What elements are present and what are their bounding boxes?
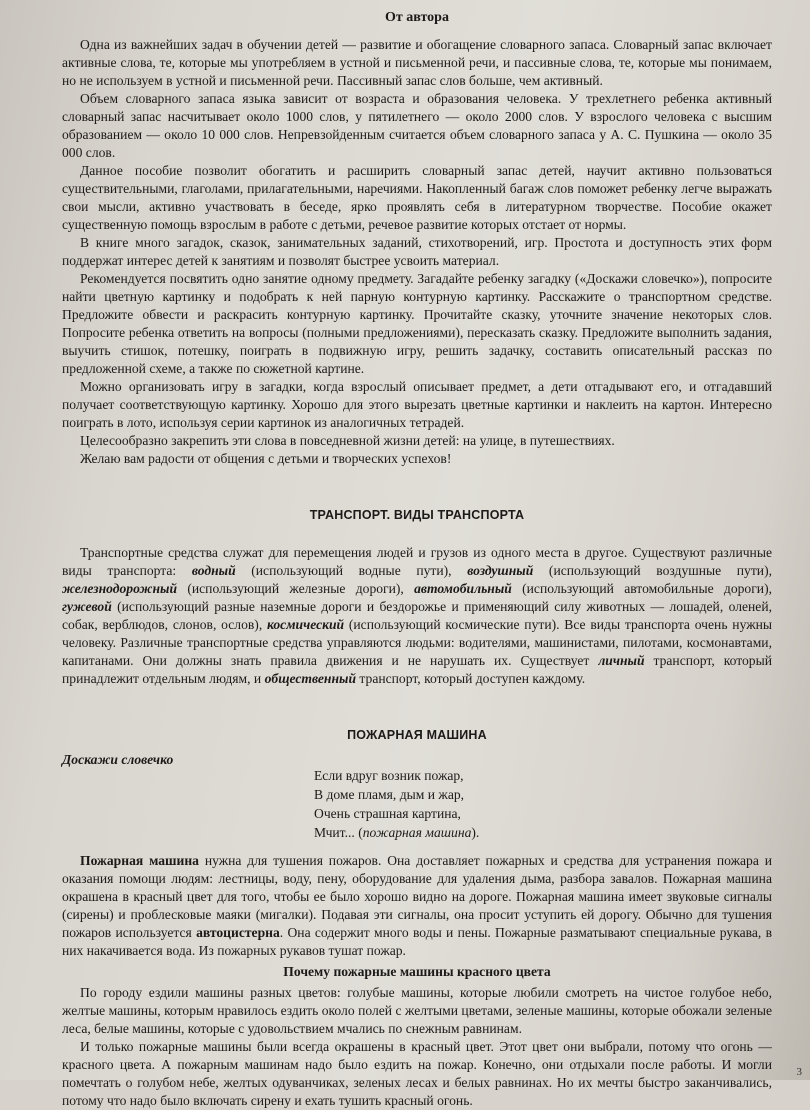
- text: (использующий воздушные пути),: [533, 563, 772, 578]
- story-title: Почему пожарные машины красного цвета: [283, 964, 551, 979]
- story-body: [62, 984, 772, 1110]
- text: (использующий железные дороги),: [177, 581, 415, 596]
- text: (использующий разные наземные дороги и бездорожье и применяющий силу животных — лошадей, оленей, собак, верблюдов, слонов, ослов),: [62, 599, 772, 632]
- text: (использующий космические пути). Все виды транспорта очень нужны человеку. Различные транспортные средства управляются людьми: водителями, машинистами, пилотами, космонавтами, капитанами. Они должны знать правила движения и не нарушать их. Существует: [62, 617, 772, 668]
- text: (использующий водные пути),: [235, 563, 468, 578]
- riddle-poem: [314, 766, 479, 842]
- text: (использующий автомобильные дороги),: [511, 581, 772, 596]
- term-space: космический: [267, 617, 345, 632]
- text: транспорт, который принадлежит отдельным людям, и: [62, 653, 773, 686]
- term-rail: железнодорожный: [62, 581, 178, 596]
- transport-section-title: ТРАНСПОРТ. ВИДЫ ТРАНСПОРТА: [309, 508, 525, 522]
- riddle-block: [62, 752, 772, 842]
- term-horse: гужевой: [62, 599, 112, 614]
- paragraph: Можно организовать игру в загадки, когда взрослый описывает предмет, а дети отгадывают его, и отгадавший получает соответствующую картинку. Хорошо для этого вырезать цветные картинки и наклеить на картон. Интересно поиграть в лото, используя серии картинок из аналогичных тетрадей.: [62, 379, 772, 430]
- transport-section-body: [62, 544, 772, 688]
- poem-line: [314, 823, 479, 842]
- text: нужна для тушения пожаров. Она доставляет пожарных и средства для устранения пожара и оказания помощи людям: лестницы, воду, пену, оборудование для удаления дыма, разбора завалов. Пожарная машина окрашена в красный цвет для того, чтобы ее было хорошо видно на дороге. Пожарная машина имеет звуковые сигналы (сирены) и проблесковые маяки (мигалки). Подавая эти сигналы, она просит уступить ей дорогу. Обычно для тушения пожаров используется: [62, 853, 772, 940]
- poem-line: В доме пламя, дым и жар,: [314, 787, 465, 802]
- paragraph: Желаю вам радости от общения с детьми и творческих успехов!: [80, 451, 452, 466]
- paragraph: [62, 852, 772, 960]
- paragraph: [62, 544, 772, 688]
- author-section-title: От автора: [385, 10, 449, 25]
- term-air: воздушный: [467, 563, 534, 578]
- paragraph: Целесообразно закрепить эти слова в повседневной жизни детей: на улице, в путешествиях.: [80, 433, 615, 448]
- poem-line: Если вдруг возник пожар,: [314, 768, 464, 783]
- poem-line: Очень страшная картина,: [314, 806, 461, 821]
- text: Транспортные средства служат для перемещения людей и грузов из одного места в другое. Существуют различные виды транспорта:: [62, 545, 772, 578]
- text: . Она содержит много воды и пены. Пожарные разматывают специальные рукава, в них накачивается вода. Из пожарных рукавов тушат пожар.: [62, 925, 773, 958]
- fire-truck-description: [62, 852, 772, 960]
- fire-truck-section-title: ПОЖАРНАЯ МАШИНА: [347, 728, 487, 742]
- term-personal: личный: [598, 653, 645, 668]
- paragraph: Одна из важнейших задач в обучении детей — развитие и обогащение словарного запаса. Словарный запас включает активные слова, те, которые мы употребляем в устной и письменной речи, и пассивные слова, те, которые мы понимаем, но не используем в устной и письменной речи. Пассивный запас слов больше, чем активный.: [62, 37, 772, 88]
- page-number: 3: [796, 1066, 802, 1078]
- paragraph: Данное пособие позволит обогатить и расширить словарный запас детей, научит активно пользоваться существительными, глаголами, прилагательными, наречиями. Накопленный багаж слов поможет ребенку легче выражать свои мысли, активно участвовать в беседе, ярко проявлять себя в литературном творчестве. Пособие окажет существенную помощь взрослым в работе с детьми, речевое развитие которых отстает от нормы.: [62, 163, 772, 232]
- term-fire-truck: Пожарная машина: [80, 853, 199, 868]
- text: транспорт, который доступен каждому.: [356, 671, 586, 686]
- paragraph: По городу ездили машины разных цветов: голубые машины, которые любили смотреть на чистое голубое небо, желтые машины, которым нравилось ездить около полей с желтыми цветами, зеленые машины, которые обожали зеленые леса, белые машины, которые с удовольствием мчались по снежным равнинам.: [62, 985, 772, 1036]
- riddle-label: Доскажи словечко: [62, 752, 174, 767]
- paragraph: И только пожарные машины были всегда окрашены в красный цвет. Этот цвет они выбрали, потому что огонь — красного цвета. А пожарным машинам надо было ездить на пожар. Конечно, они отдыхали после работы. И могли помечтать о голубом небе, желтых одуванчиках, зеленых лесах и белых равнинах. Но их мечты быстро заканчивались, потому что надо было включать сирену и ехать тушить красный огонь.: [62, 1039, 772, 1108]
- term-public: общественный: [264, 671, 357, 686]
- term-auto: автомобильный: [414, 581, 512, 596]
- text: Мчит... (: [314, 825, 363, 840]
- term-water: водный: [191, 563, 236, 578]
- paragraph: Объем словарного запаса языка зависит от возраста и образования человека. У трехлетнего ребенка активный словарный запас насчитывает около 1000 слов, у пятилетнего — около 2000 слов. У взрослого человека с высшим образованием — около 10 000 слов. Непревзойденным считается объем словарного запаса у А. С. Пушкина — около 35 000 слов.: [62, 91, 772, 160]
- paragraph: Рекомендуется посвятить одно занятие одному предмету. Загадайте ребенку загадку («Доскажи словечко»), попросите найти цветную картинку и подобрать к ней парную контурную картинку. Расскажите о транспортном средстве. Предложите обвести и раскрасить контурную картинку. Прочитайте сказку, уточните значение некоторых слов. Попросите ребенка ответить на вопросы (полными предложениями), пересказать сказку. Предложите выполнить задания, выучить стишок, потешку, поиграть в подвижную игру, решить задачку, составить описательный рассказ по предложенной схеме, а также по сюжетной картине.: [62, 271, 772, 376]
- riddle-answer: пожарная машина: [362, 825, 472, 840]
- term-tanker: автоцистерна: [196, 925, 280, 940]
- author-section-body: [62, 36, 772, 468]
- paragraph: В книге много загадок, сказок, занимательных заданий, стихотворений, игр. Простота и доступность этих форм поддержат интерес детей к занятиям и позволят быстрее усвоить материал.: [62, 235, 772, 268]
- text: ).: [471, 825, 480, 840]
